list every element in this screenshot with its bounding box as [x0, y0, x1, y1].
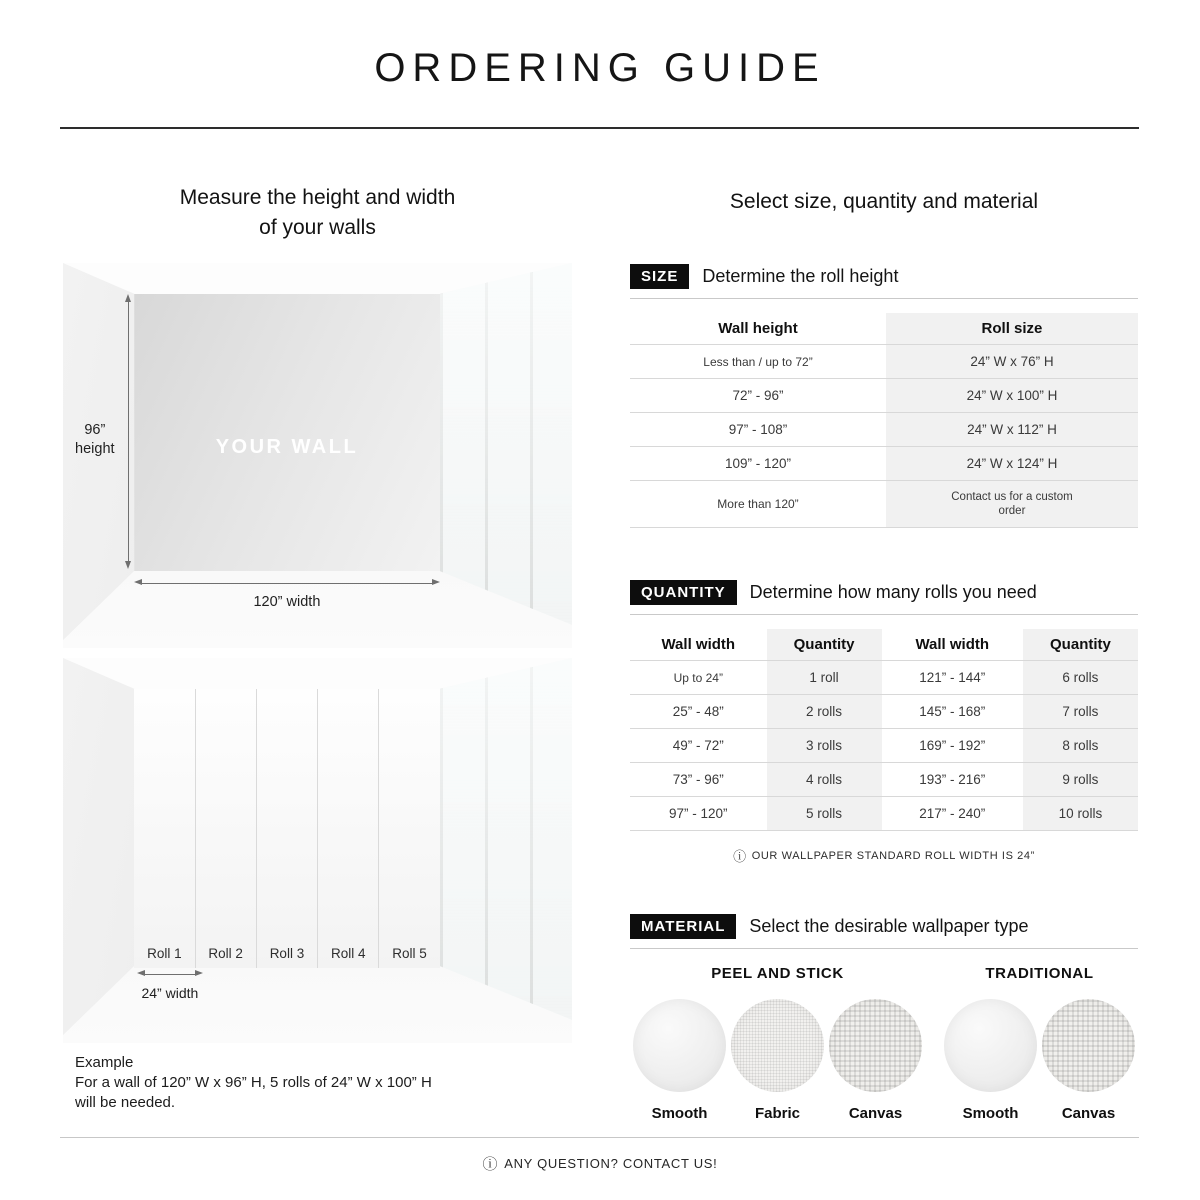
- measure-heading-line1: Measure the height and width: [179, 186, 456, 209]
- roll-label-5: Roll 5: [392, 945, 427, 961]
- roll-panel-5: [378, 689, 439, 968]
- quantity-cell: 2 rolls: [767, 695, 882, 729]
- size-table-row: [630, 345, 1138, 379]
- example-title: Example: [75, 1054, 134, 1071]
- size-table-row: [630, 379, 1138, 413]
- quantity-cell: 8 rolls: [1023, 729, 1138, 763]
- quantity-cell: 4 rolls: [767, 763, 882, 797]
- height-measure-line: [128, 300, 129, 564]
- traditional-swatches: [943, 999, 1136, 1122]
- wall-width-cell: 193” - 216”: [882, 763, 1023, 797]
- roll-label-4: Roll 4: [330, 945, 366, 961]
- height-label: [63, 421, 127, 459]
- roll-panel-3: [256, 689, 317, 968]
- quantity-table-row: [630, 729, 1138, 763]
- measure-column: [63, 160, 572, 1140]
- size-table: [630, 313, 1138, 528]
- quantity-subtitle: Determine how many rolls you need: [749, 582, 1037, 602]
- size-col-roll-size: Roll size: [886, 313, 1138, 345]
- quantity-cell: 7 rolls: [1023, 695, 1138, 729]
- your-wall-label: YOUR WALL: [215, 436, 359, 459]
- quantity-col-wall-width-2: Wall width: [882, 629, 1023, 661]
- quantity-table-header-row: [630, 629, 1138, 661]
- swatch-smooth: [632, 999, 727, 1122]
- footer-contact-text: ANY QUESTION? CONTACT US!: [504, 1156, 718, 1171]
- wall-width-cell: Up to 24”: [630, 661, 767, 695]
- roll-size-cell: 24” W x 112” H: [886, 413, 1138, 447]
- roll-width-measure-line: [142, 974, 198, 975]
- width-measure-line: [139, 583, 434, 584]
- example-text: [75, 1053, 432, 1113]
- room-back-wall: [134, 294, 439, 571]
- quantity-cell: 1 roll: [767, 661, 882, 695]
- height-value: 96”: [84, 421, 106, 438]
- quantity-table-row: [630, 797, 1138, 831]
- info-icon: ⓘ: [733, 849, 747, 864]
- roll-size-cell: 24” W x 124” H: [886, 447, 1138, 481]
- width-label: 120” width: [253, 594, 321, 611]
- roll-panel-4: [317, 689, 378, 968]
- measure-heading: [63, 183, 572, 243]
- wall-width-cell: 169” - 192”: [882, 729, 1023, 763]
- material-group-traditional: [943, 965, 1136, 1122]
- canvas-texture-swatch: [829, 999, 922, 1092]
- roll-label-1: Roll 1: [147, 945, 182, 961]
- size-table-row: [630, 481, 1138, 528]
- quantity-badge: QUANTITY: [630, 580, 737, 605]
- example-line2: will be needed.: [75, 1094, 176, 1111]
- wall-width-cell: 73” - 96”: [630, 763, 767, 797]
- footer-contact-note: [0, 1153, 1200, 1174]
- room-diagram-rolls: [63, 658, 572, 1043]
- size-table-header-row: [630, 313, 1138, 345]
- quantity-table: [630, 629, 1138, 831]
- swatch-label-smooth: Smooth: [651, 1105, 708, 1122]
- wall-height-cell: Less than / up to 72”: [630, 345, 886, 379]
- wall-height-cell: 97” - 108”: [630, 413, 886, 447]
- peel-and-stick-swatches: [632, 999, 923, 1122]
- example-line1: For a wall of 120” W x 96” H, 5 rolls of 24” W x 100” H: [75, 1074, 432, 1091]
- smooth-texture-swatch: [633, 999, 726, 1092]
- size-section-header: [630, 264, 1138, 299]
- size-table-row: [630, 447, 1138, 481]
- material-section-header: [630, 914, 1138, 949]
- room-diagram-measure: [63, 263, 572, 648]
- material-badge: MATERIAL: [630, 914, 736, 939]
- roll-size-cell: 24” W x 100” H: [886, 379, 1138, 413]
- footer-divider: [60, 1137, 1139, 1138]
- wall-height-cell: More than 120”: [630, 481, 886, 528]
- roll-panel-2: [195, 689, 256, 968]
- wall-height-cell: 109” - 120”: [630, 447, 886, 481]
- quantity-col-quantity-1: Quantity: [767, 629, 882, 661]
- quantity-col-wall-width-1: Wall width: [630, 629, 767, 661]
- quantity-section-header: [630, 580, 1138, 615]
- quantity-col-quantity-2: Quantity: [1023, 629, 1138, 661]
- quantity-cell: 10 rolls: [1023, 797, 1138, 831]
- material-subtitle: Select the desirable wallpaper type: [749, 916, 1029, 936]
- size-col-wall-height: Wall height: [630, 313, 886, 345]
- group-name-peel-and-stick: PEEL AND STICK: [711, 965, 844, 982]
- wall-width-cell: 121” - 144”: [882, 661, 1023, 695]
- wall-width-cell: 49” - 72”: [630, 729, 767, 763]
- roll-width-label: 24” width: [141, 985, 199, 1002]
- height-word: height: [75, 440, 115, 457]
- quantity-cell: 9 rolls: [1023, 763, 1138, 797]
- size-subtitle: Determine the roll height: [702, 266, 899, 286]
- swatch-label-canvas: Canvas: [848, 1105, 903, 1122]
- roll-panels: [134, 689, 439, 968]
- size-table-row: [630, 413, 1138, 447]
- roll-label-3: Roll 3: [269, 945, 305, 961]
- fabric-texture-swatch: [731, 999, 824, 1092]
- measure-heading-line2: of your walls: [259, 216, 376, 239]
- standard-roll-width-note: [630, 846, 1138, 865]
- swatch-canvas: [828, 999, 923, 1122]
- swatch-label-smooth: Smooth: [962, 1105, 1019, 1122]
- swatch-smooth-traditional: [943, 999, 1038, 1122]
- roll-label-2: Roll 2: [208, 945, 243, 961]
- quantity-table-row: [630, 763, 1138, 797]
- roll-panel-1: [134, 689, 194, 968]
- standard-roll-width-text: OUR WALLPAPER STANDARD ROLL WIDTH IS 24”: [751, 849, 1035, 862]
- material-group-peel-and-stick: [632, 965, 923, 1122]
- material-groups: [630, 965, 1138, 1122]
- size-badge: SIZE: [630, 264, 689, 289]
- swatch-canvas-traditional: [1041, 999, 1136, 1122]
- page-title: ORDERING GUIDE: [374, 46, 826, 90]
- wall-width-cell: 217” - 240”: [882, 797, 1023, 831]
- wall-width-cell: 97” - 120”: [630, 797, 767, 831]
- title-divider: [60, 127, 1139, 129]
- swatch-label-fabric: Fabric: [754, 1105, 800, 1122]
- smooth-texture-swatch: [944, 999, 1037, 1092]
- quantity-cell: 5 rolls: [767, 797, 882, 831]
- roll-size-cell: [886, 481, 1138, 528]
- wall-width-cell: 25” - 48”: [630, 695, 767, 729]
- custom-order-note: Contact us for a custom order: [951, 491, 1073, 517]
- quantity-table-row: [630, 661, 1138, 695]
- info-icon: ⓘ: [482, 1156, 499, 1173]
- quantity-cell: 3 rolls: [767, 729, 882, 763]
- group-name-traditional: TRADITIONAL: [985, 965, 1094, 982]
- select-heading: Select size, quantity and material: [729, 190, 1039, 213]
- swatch-label-canvas: Canvas: [1061, 1105, 1116, 1122]
- swatch-fabric: [730, 999, 825, 1122]
- select-column: [630, 160, 1138, 1140]
- wall-height-cell: 72” - 96”: [630, 379, 886, 413]
- quantity-cell: 6 rolls: [1023, 661, 1138, 695]
- canvas-texture-swatch: [1042, 999, 1135, 1092]
- wall-width-cell: 145” - 168”: [882, 695, 1023, 729]
- quantity-table-row: [630, 695, 1138, 729]
- roll-size-cell: 24” W x 76” H: [886, 345, 1138, 379]
